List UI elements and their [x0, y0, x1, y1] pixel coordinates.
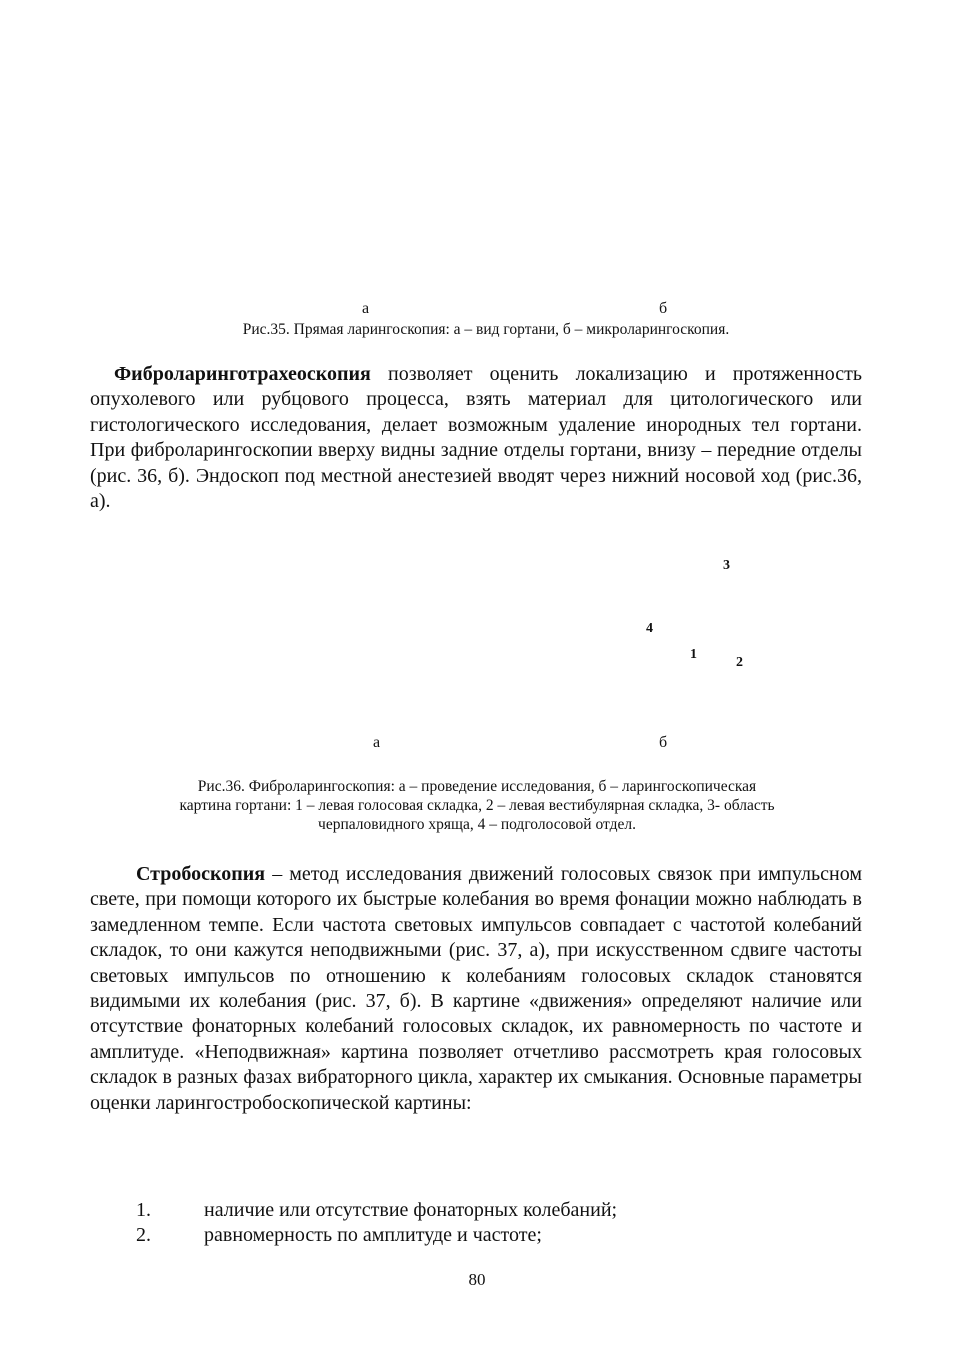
figure36-caption-line-2: картина гортани: 1 – левая голосовая складка, 2 – левая вестибулярная складка, 3- область [179, 797, 775, 814]
paragraph2-body: – метод исследования движений голосовых связок при импульсном свете, при помощи которого их быстрые колебания во время фонации можно наблюдать в замедленном темпе. Если частота световых импульсов совпадает с частотой колебаний складок, то они кажутся неподвижными (рис. 37, а), при искусственном сдвиге частоты световых импульсов по отношению к колебаниям голосовых складок становятся видимыми их колебания (рис. 37, б). В картине «движения» определяют наличие или отсутствие фонаторных колебаний голосовых складок, их равномерность по частоте и амплитуде. «Неподвижная» картина позволяет отчетливо рассмотреть края голосовых складок в разных фазах вибраторного цикла, характер их смыкания. Основные параметры оценки ларингостробоскопической картины: [90, 863, 862, 1114]
figure36-label-b: б [659, 734, 668, 751]
paragraph-stroboscopy [90, 862, 862, 1116]
figure36-label-a: а [373, 734, 381, 751]
term-stroboscopy: Стробоскопия [136, 863, 266, 885]
figure35-label-a: а [362, 300, 370, 317]
paragraph1-body: позволяет оценить локализацию и протяженность опухолевого или рубцового процесса, взять материал для цитологического или гистологического исследования, делает возможным удаление инородных тел гортани. При фиброларингоскопии вверху видны задние отделы гортани, внизу – передние отделы (рис. 36, б). Эндоскоп под местной анестезией вводят через нижний носовой ход (рис.36, а). [90, 363, 862, 513]
figure36-marker-4: 4 [646, 621, 653, 636]
figure36-caption-line-3: черпаловидного хряща, 4 – подголосовой отдел. [318, 816, 636, 833]
list-item-1-text: наличие или отсутствие фонаторных колебаний; [204, 1199, 618, 1221]
list-item-1-number: 1. [136, 1199, 151, 1221]
page-number: 80 [468, 1270, 486, 1289]
paragraph-fibrolaryngotracheoscopy [90, 362, 862, 514]
figure36-marker-2: 2 [736, 655, 743, 670]
figure36-marker-1: 1 [690, 647, 697, 662]
figure36-caption-line-1: Рис.36. Фиброларингоскопия: а – проведение исследования, б – ларингоскопическая [197, 778, 757, 795]
figure35-caption: Рис.35. Прямая ларингоскопия: а – вид гортани, б – микроларингоскопия. [242, 321, 730, 338]
figure36-marker-3: 3 [723, 558, 730, 573]
figure35-label-b: б [659, 300, 668, 317]
figure36-caption [60, 777, 894, 834]
term-fibrolaryngotracheoscopy: Фиброларинготрахеоскопия [114, 363, 371, 385]
list-item-2-text: равномерность по амплитуде и частоте; [204, 1224, 542, 1246]
list-item-2-number: 2. [136, 1224, 151, 1246]
